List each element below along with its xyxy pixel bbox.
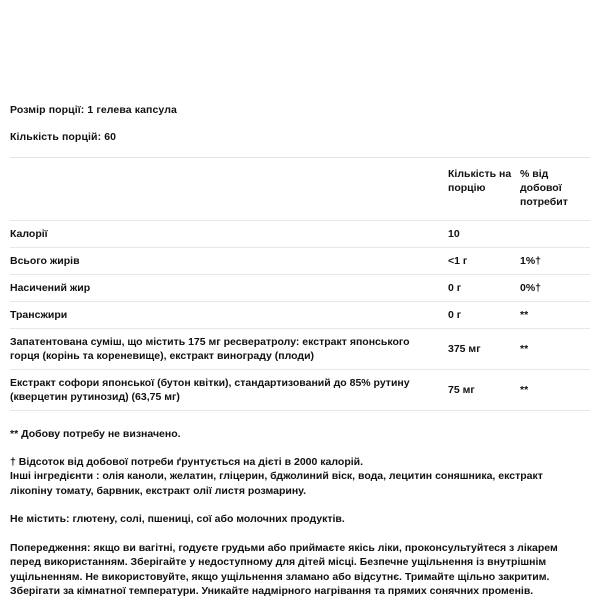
free-from-allergens-text: Не містить: глютену, солі, пшениці, сої або молочних продуктів. <box>10 513 345 525</box>
serving-size-line: Розмір порції: 1 гелева капсула <box>10 104 177 116</box>
table-header <box>10 158 590 221</box>
nutrient-amount: 0 г <box>448 302 520 329</box>
table-row <box>10 248 590 275</box>
table-header-row <box>10 158 590 221</box>
table-body <box>10 221 590 411</box>
nutrient-daily-value: ** <box>520 302 590 329</box>
column-header-percent-daily-value: % від добової потребит <box>520 158 590 221</box>
nutrient-amount: 0 г <box>448 275 520 302</box>
nutrient-amount: <1 г <box>448 248 520 275</box>
other-ingredients-text: Інші інгредієнти : олія каноли, желатин, гліцерин, бджолиний віск, вода, лецитин соняшника, екстракт лікопіну томату, барвник, екстракт олії листя розмарину. <box>10 470 543 497</box>
footnotes-section <box>10 427 590 469</box>
nutrient-name: Екстракт софори японської (бутон квітки), стандартизований до 85% рутину (кверцетин рутинозид) (63,75 мг) <box>10 370 448 411</box>
warning-text: Попередження: якщо ви вагітні, годуєте грудьми або приймаєте якісь ліки, проконсультуйтеся з лікарем перед використанням. Зберігайте у недоступному для дітей місці. Безпечне ущільнення із внутрішнім ущільненням. Не використовуйте, якщо ущільнення зламано або відсутнє. Тримайте щільно закритим. Зберігати за кімнатної температури. Уникайте надмірного нагрівання та прямих сонячних променів. <box>10 541 558 597</box>
column-header-amount-per-serving: Кількість на порцію <box>448 158 520 221</box>
nutrient-name: Калорії <box>10 221 448 248</box>
nutrient-daily-value: ** <box>520 329 590 370</box>
table-row <box>10 329 590 370</box>
supplement-facts-table <box>10 157 590 411</box>
nutrient-daily-value <box>520 221 590 248</box>
nutrient-amount: 10 <box>448 221 520 248</box>
table-row <box>10 370 590 411</box>
footnote-daily-value-not-established: ** Добову потребу не визначено. <box>10 428 181 440</box>
table-row <box>10 302 590 329</box>
table-row <box>10 221 590 248</box>
nutrient-name: Насичений жир <box>10 275 448 302</box>
nutrient-name: Всього жирів <box>10 248 448 275</box>
nutrient-amount: 75 мг <box>448 370 520 411</box>
footnote-percent-daily-value-basis: † Відсоток від добової потреби ґрунтується на дієті в 2000 калорій. <box>10 456 364 468</box>
servings-per-container-line: Кількість порцій: 60 <box>10 131 117 143</box>
nutrient-name: Запатентована суміш, що містить 175 мг ресвератролу: екстракт японського горця (корінь та кореневище), екстракт винограду (плоди) <box>10 329 448 370</box>
nutrient-daily-value: 1%† <box>520 248 590 275</box>
column-header-nutrient <box>10 158 448 221</box>
nutrient-daily-value: ** <box>520 370 590 411</box>
table-row <box>10 275 590 302</box>
nutrient-name: Трансжири <box>10 302 448 329</box>
top-spacer <box>10 0 590 103</box>
nutrient-daily-value: 0%† <box>520 275 590 302</box>
nutrient-amount: 375 мг <box>448 329 520 370</box>
